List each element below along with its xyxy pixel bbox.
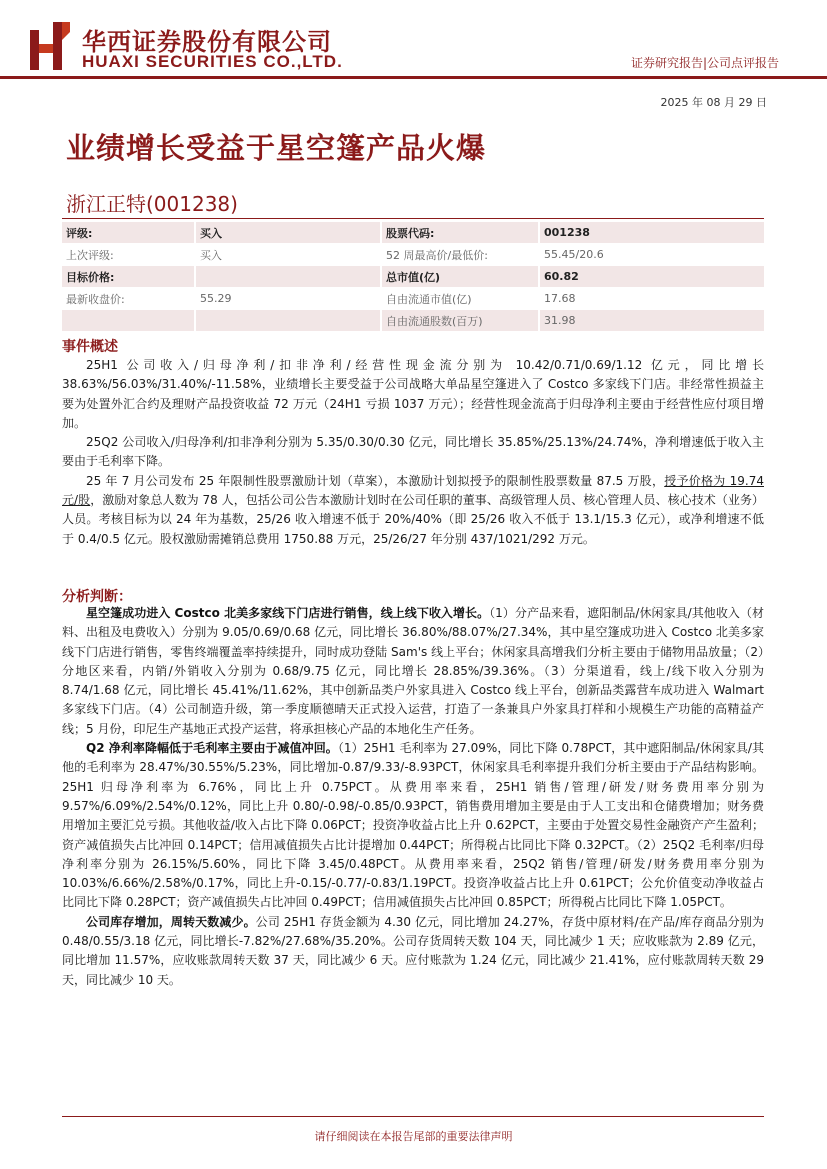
prev-rating-label: 上次评级:: [62, 244, 195, 266]
analysis-paragraph: 星空篷成功进入 Costco 北美多家线下门店进行销售，线上线下收入增长。（1）分产品来看，遮阳制品/休闲家具/其他收入（材料、出租及电费收入）分别为 9.05/0.69/0.68 亿元，同比增长 36.80%/88.07%/27.34%，其中星空篷成功进入 Costco 北美多家线下门店进行销售，零售终端覆盖率持续提升，同时成功登陆 Sam's 线上平台；休闲家具高增我们分析主要由于储物用品放量；（2）分地区来看，内销/外销收入分别为 0.68/9.75 亿元，同比增长 28.85%/39.36%。（3）分渠道看，线上/线下收入分别为 8.74/1.68 亿元，同比增长 45.41%/11.62%，其中创新品类户外家具进入 Costco 线上平台，创新品类露营车成功进入 Walmart 多家线下门店。（4）公司制造升级，第一季度顺德晴天正式投入运营，打造了一条兼具户外家具打样和小规模生产功能的高精益产线；5 月份，印尼生产基地正式投产运营，将承担核心产品的本地化生产任务。: [62, 606, 764, 736]
report-type: 证券研究报告|公司点评报告: [630, 56, 779, 70]
event-paragraph: 25H1 公司收入/归母净利/扣非净利/经营性现金流分别为 10.42/0.71/0.69/1.12 亿元，同比增长 38.63%/56.03%/31.40%/-11.58%，业绩增长主要受益于公司战略大单品星空篷进入了 Costco 多家线下门店。非经常性损益主要为处置外汇合约及理财产品投资收益 72 万元（24H1 亏损 1037 万元）；经营性现金流高于归母净利主要由于经营性应付项目增加。: [62, 358, 764, 430]
last-close-value: 55.29: [195, 288, 381, 310]
float-cap-value: 17.68: [539, 288, 764, 310]
table-row: [62, 310, 764, 332]
rating-value: 买入: [195, 222, 381, 244]
footer-divider: [62, 1116, 764, 1117]
last-close-label: 最新收盘价:: [62, 288, 195, 310]
target-price-value: [195, 266, 381, 288]
float-cap-label: 自由流通市值(亿): [381, 288, 539, 310]
company-name-en: HUAXI SECURITIES CO.,LTD.: [82, 52, 343, 71]
company-logo-icon: [30, 22, 70, 70]
analysis-heading: 公司库存增加，周转天数减少。: [86, 914, 256, 929]
table-row: [62, 266, 764, 288]
table-row: [62, 288, 764, 310]
analysis-section-body: [62, 604, 764, 990]
analysis-section-title: 分析判断：: [62, 589, 132, 605]
event-section-title: 事件概述: [62, 339, 118, 355]
prev-rating-value: 买入: [195, 244, 381, 266]
report-date: 2025 年 08 月 29 日: [660, 96, 767, 109]
analysis-heading: 星空篷成功进入 Costco 北美多家线下门店进行销售，线上线下收入增长。: [86, 606, 490, 620]
grant-price-highlight: 授予价格为 19.74 元/股: [62, 473, 764, 508]
rating-label: 评级:: [62, 222, 195, 244]
legal-notice: 请仔细阅读在本报告尾部的重要法律声明: [314, 1130, 513, 1143]
market-cap-label: 总市值(亿): [381, 266, 539, 288]
company-ticker: 浙江正特(001238): [66, 192, 238, 216]
company-divider: [62, 218, 764, 219]
event-paragraph: 25 年 7 月公司发布 25 年限制性股票激励计划（草案），本激励计划拟授予的限制性股票数量 87.5 万股，授予价格为 19.74 元/股，激励对象总人数为 78 人，包括公司公告本激励计划时在公司任职的董事、高级管理人员、核心管理人员、核心技术（业务）人员。考核目标为以 24 年为基数，25/26 收入增速不低于 20%/40%（即 25/26 收入不低于 13.1/15.3 亿元），或净利增速不低于 0.4/0.5 亿元。股权激励需摊销总费用 1750.88 万元，25/26/27 年分别 437/1021/292 万元。: [62, 473, 764, 546]
table-row: [62, 244, 764, 266]
analysis-paragraph: Q2 净利率降幅低于毛利率主要由于减值冲回。（1）25H1 毛利率为 27.09%，同比下降 0.78PCT，其中遮阳制品/休闲家具/其他的毛利率为 28.47%/30.55%/5.23%，同比增加-0.87/9.33/-8.93PCT，休闲家具毛利率提升我们分析主要由于产品结构影响。25H1 归母净利率为 6.76%，同比上升 0.75PCT。从费用率来看，25H1 销售/管理/研发/财务费用率分别为 9.57%/6.09%/2.54%/0.12%，同比上升 0.80/-0.98/-0.85/0.93PCT，销售费用增加主要是由于人工支出和仓储费增加；财务费用增加主要汇兑亏损。其他收益/收入占比下降 0.06PCT；投资净收益占比上升 0.62PCT，主要由于处置交易性金融资产产生盈利；资产减值损失占比冲回 0.14PCT；信用减值损失占比计提增加 0.44PCT；所得税占比同比下降 0.32PCT。（2）25Q2 毛利率/归母净利率分别为 26.15%/5.60%，同比下降 3.45/0.48PCT。从费用率来看，25Q2 销售/管理/研发/财务费用率分别为 10.03%/6.66%/2.58%/0.17%，同比上升-0.15/-0.77/-0.83/1.19PCT。投资净收益占比上升 0.61PCT；公允价值变动净收益占比同比下降 0.28PCT；资产减值损失占比冲回 0.49PCT；信用减值损失占比冲回 0.85PCT；所得税占比同比下降 1.05PCT。: [62, 741, 765, 910]
stock-code-value: 001238: [539, 222, 764, 244]
target-price-label: 目标价格:: [62, 266, 195, 288]
company-name-cn: 华西证券股份有限公司: [82, 28, 332, 56]
stock-code-label: 股票代码:: [381, 222, 539, 244]
event-paragraph: 25Q2 公司收入/归母净利/扣非净利分别为 5.35/0.30/0.30 亿元，同比增长 35.85%/25.13%/24.74%，净利增速低于收入主要由于毛利率下降。: [62, 435, 764, 469]
analysis-heading: Q2 净利率降幅低于毛利率主要由于减值冲回。: [86, 741, 338, 756]
analysis-paragraph: 公司库存增加，周转天数减少。公司 25H1 存货金额为 4.30 亿元，同比增加 24.27%，存货中原材料/在产品/库存商品分别为 0.48/0.55/3.18 亿元，同比增长-7.82%/27.68%/35.20%。公司存货周转天数 104 天，同比减少 1 天；应收账款为 2.89 亿元，同比增加 11.57%，应收账款周转天数 37 天，同比减少 6 天。应付账款为 1.24 亿元，同比减少 21.41%，应付账款周转天数 29 天，同比减少 10 天。: [62, 914, 764, 987]
header-divider: [0, 76, 827, 79]
table-row: [62, 222, 764, 244]
report-title: 业绩增长受益于星空篷产品火爆: [66, 131, 487, 165]
float-shares-value: 31.98: [539, 310, 764, 332]
range-52w-label: 52 周最高价/最低价:: [381, 244, 539, 266]
stock-info-table: [62, 222, 764, 332]
market-cap-value: 60.82: [539, 266, 764, 288]
float-shares-label: 自由流通股数(百万): [381, 310, 539, 332]
range-52w-value: 55.45/20.6: [539, 244, 764, 266]
event-section-body: [62, 356, 764, 549]
